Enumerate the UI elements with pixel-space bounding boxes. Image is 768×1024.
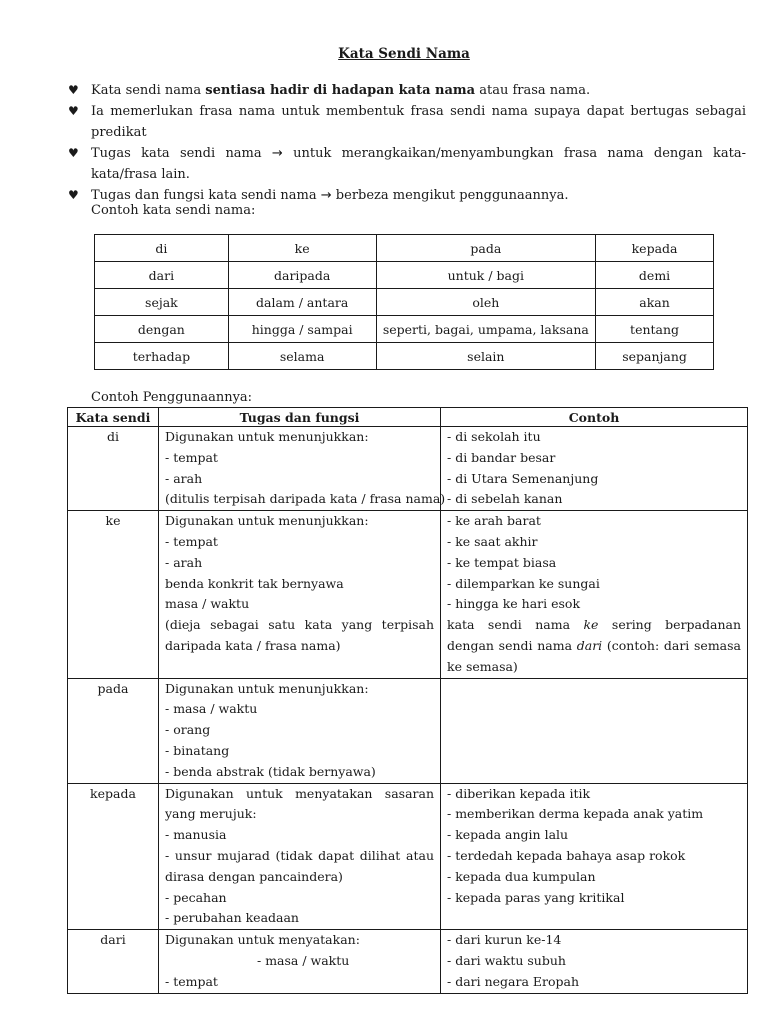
usage-row [68,783,748,930]
examples-cell: sejak [95,289,229,316]
examples-cell: selama [228,343,376,370]
examples-cell: hingga / sampai [228,316,376,343]
usage-caption: Contoh Penggunaannya: [91,390,253,405]
bullet-list [66,80,746,206]
examples-row [95,262,714,289]
header-contoh: Contoh [441,408,748,427]
examples-cell: seperti, bagai, umpama, laksana [376,316,596,343]
examples-cell: akan [596,289,714,316]
usage-row [68,930,748,993]
examples-cell: ke [228,235,376,262]
usage-header-row [68,408,748,427]
examples-cell: selain [376,343,596,370]
tugas-cell: Digunakan untuk menyatakan sasaran yang merujuk: - manusia - unsur mujarad (tidak dapat dilihat atau dirasa dengan pancaindera) - pecahan - perubahan keadaan [159,783,441,930]
examples-caption: Contoh kata sendi nama: [91,203,256,218]
tugas-cell: Digunakan untuk menunjukkan: - masa / waktu - orang - binatang - benda abstrak (tidak bernyawa) [159,678,441,783]
page-title: Kata Sendi Nama [338,46,470,62]
examples-cell: tentang [596,316,714,343]
kata-sendi-cell: di [68,427,159,511]
header-kata-sendi: Kata sendi [68,408,159,427]
examples-row [95,235,714,262]
examples-cell: untuk / bagi [376,262,596,289]
examples-cell: demi [596,262,714,289]
contoh-cell: - dari kurun ke-14 - dari waktu subuh - dari negara Eropah [441,930,748,993]
examples-row [95,343,714,370]
arrow-right-icon: → [320,188,332,203]
bullet-item: ♥ Kata sendi nama sentiasa hadir di hadapan kata nama atau frasa nama. [66,80,746,101]
heart-bullet-icon: ♥ [68,83,79,97]
contoh-note: kata sendi nama ke sering berpadanan dengan sendi nama dari (contoh: dari semasa ke semasa) [447,617,742,674]
examples-cell: oleh [376,289,596,316]
usage-row [68,427,748,511]
examples-row [95,289,714,316]
examples-cell: dari [95,262,229,289]
heart-bullet-icon: ♥ [68,146,79,160]
examples-cell: dalam / antara [228,289,376,316]
examples-cell: di [95,235,229,262]
usage-row [68,511,748,678]
examples-cell: kepada [596,235,714,262]
contoh-cell: - di sekolah itu - di bandar besar - di Utara Semenanjung - di sebelah kanan [441,427,748,511]
heart-bullet-icon: ♥ [68,104,79,118]
kata-sendi-cell: dari [68,930,159,993]
header-tugas-fungsi: Tugas dan fungsi [159,408,441,427]
tugas-cell: Digunakan untuk menunjukkan: - tempat - arah (ditulis terpisah daripada kata / frasa nama) [159,427,441,511]
examples-cell: dengan [95,316,229,343]
usage-table [67,407,748,994]
examples-cell: terhadap [95,343,229,370]
kata-sendi-cell: pada [68,678,159,783]
kata-sendi-cell: kepada [68,783,159,930]
kata-sendi-cell: ke [68,511,159,678]
tugas-cell: Digunakan untuk menyatakan: - masa / waktu - tempat [159,930,441,993]
heart-bullet-icon: ♥ [68,188,79,202]
usage-row [68,678,748,783]
contoh-cell: - diberikan kepada itik - memberikan derma kepada anak yatim - kepada angin lalu - terdedah kepada bahaya asap rokok - kepada dua kumpulan - kepada paras yang kritikal [441,783,748,930]
contoh-cell [441,678,748,783]
examples-row [95,316,714,343]
examples-cell: daripada [228,262,376,289]
bullet-item: ♥ Ia memerlukan frasa nama untuk membentuk frasa sendi nama supaya dapat bertugas sebagai predikat [66,101,746,143]
bullet-item: ♥ Tugas kata sendi nama → untuk merangkaikan/menyambungkan frasa nama dengan kata-kata/frasa lain. [66,143,746,185]
examples-table [94,234,714,370]
examples-cell: pada [376,235,596,262]
bullet-item: ♥ Tugas dan fungsi kata sendi nama → berbeza mengikut penggunaannya. [66,185,746,206]
tugas-cell: Digunakan untuk menunjukkan: - tempat - arah benda konkrit tak bernyawa masa / waktu (dieja sebagai satu kata yang terpisah daripada kata / frasa nama) [159,511,441,678]
contoh-cell: - ke arah barat - ke saat akhir - ke tempat biasa - dilemparkan ke sungai - hingga ke hari esok kata sendi nama ke sering berpadanan dengan sendi nama dari (contoh: dari semasa ke semasa) [441,511,748,678]
arrow-right-icon: → [271,146,283,161]
examples-cell: sepanjang [596,343,714,370]
